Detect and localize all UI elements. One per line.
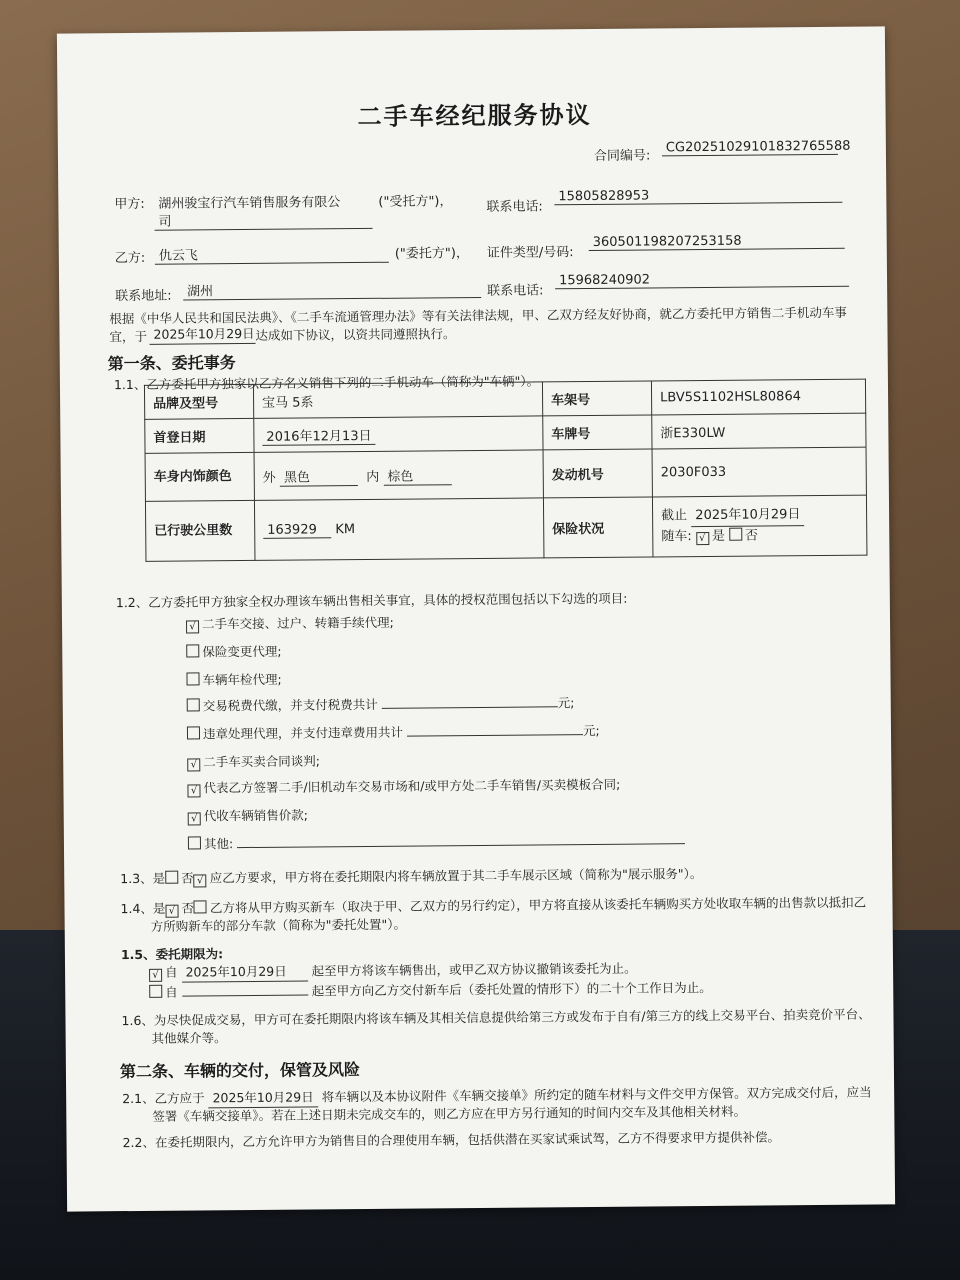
party-a-name-line2: 司 [154,209,372,231]
plate-value: 浙E330LW [652,413,866,449]
mileage-cell [254,498,544,561]
vin-value: LBV5S1102HSL80864 [651,379,865,415]
party-a-phone-label: 联系电话: [486,199,543,215]
violation-amount-blank[interactable] [407,734,583,737]
insurance-until-label: 截止 [661,508,688,524]
party-b-label: 乙方: [114,250,146,267]
check-item-3 [186,670,281,690]
party-b-phone-label: 联系电话: [487,283,544,299]
term-opt2-text: 起至甲方向乙方交付新车后（委托处置的情形下）的二十个工作日为止。 [311,979,712,999]
contract-number: CG20251029101832765588 [662,139,838,157]
section2-title: 第二条、车辆的交付，保管及风险 [119,1060,361,1082]
clause-1-5-opt2 [149,978,712,1002]
term-opt2-box[interactable] [149,985,162,998]
check-box-3[interactable] [186,672,199,685]
interior-label: 内 [366,469,380,485]
check-box-9[interactable] [188,836,201,849]
party-a-label: 甲方: [114,196,145,213]
party-b-address-label: 联系地址: [115,288,172,305]
party-b-id: 360501198207253158 [589,233,845,251]
check-item-4 [187,693,575,715]
insurance-no-checkbox[interactable] [729,528,742,541]
other-blank[interactable] [237,843,685,848]
check-item-7 [187,775,620,798]
tax-amount-blank[interactable] [382,706,558,709]
clause-2-1-start: 2.1、乙方应于 [122,1090,205,1107]
party-b-address: 湖州 [183,278,481,301]
clause-1-4-text: 乙方将从甲方购买新车（取决于甲、乙双方的另行约定），甲方将直接从该委托车辆购买方处收取车辆的出售款以抵扣乙 [209,894,867,916]
brand-value: 宝马 5系 [253,382,542,419]
check-box-6[interactable]: √ [187,758,200,771]
party-b-name: 仇云飞 [155,243,389,265]
check-box-7[interactable]: √ [187,784,200,797]
engine-label: 发动机号 [543,449,652,498]
check-item-6 [187,751,320,771]
engine-value: 2030F033 [652,447,866,497]
reg-date-value: 2016年12月13日 [262,424,375,445]
color-label: 车身内饰颜色 [145,452,254,501]
check-text-1: 二手车交接、过户、转籍手续代理; [201,614,394,632]
clause-1-4-yes: 1.4、是 [120,900,166,917]
check-text-2: 保险变更代理; [202,643,282,660]
mileage-unit: KM [335,521,356,537]
intro-line1: 根据《中华人民共和国民法典》、《二手车流通管理办法》等有关法律法规，甲、乙双方经友好协商，就乙方委托甲方销售二手机动车事 [109,304,847,327]
vehicle-info-table [144,379,868,562]
section1-title: 第一条、委托事务 [107,353,236,374]
clause-1-3 [120,864,702,888]
clause-1-3-yes: 1.3、是 [120,870,166,887]
clause-1-3-no-box[interactable]: √ [194,874,207,887]
check-box-4[interactable] [187,698,200,711]
clause-2-1-line2: 签署《车辆交接单》。若在上述日期未完成交车的，则乙方应在甲方另行通知的时间内交车及其他相关材料。 [152,1103,747,1124]
intro-line2-end: 达成如下协议，以资共同遵照执行。 [255,326,456,343]
clause-1-4-no: 否 [181,900,194,916]
clause-2-1-date: 2025年10月29日 [208,1087,317,1108]
check-box-1[interactable]: √ [186,620,199,633]
term-from-2: 自 [165,984,178,1000]
check-text-4: 交易税费代缴，并支付税费共计 [202,696,378,714]
check-text-7: 代表乙方签署二手/旧机动车交易市场和/或甲方处二手车销售/买卖模板合同; [203,776,621,796]
party-b-phone: 15968240902 [555,271,849,290]
clause-2-2: 2.2、在委托期限内，乙方允许甲方为销售目的合理使用车辆，包括供潜在买家试乘试驾，乙方不得要求甲方提供补偿。 [122,1129,780,1151]
check-text-3: 车辆年检代理; [202,671,282,688]
party-b-id-label: 证件类型/号码: [486,245,574,261]
mileage-label: 已行驶公里数 [145,500,255,561]
clause-1-3-yes-box[interactable] [165,871,178,884]
clause-1-4-yes-box[interactable]: √ [165,905,178,918]
contract-number-label: 合同编号: [593,148,651,164]
document-title: 二手车经纪服务协议 [357,100,592,132]
party-a-name-line1: 湖州骏宝行汽车销售服务有限公 [158,195,341,212]
clause-1-5-title: 1.5、委托期限为: [120,946,224,963]
mileage-value: 163929 [263,522,331,539]
check-item-1 [186,613,394,634]
check-item-8 [188,805,308,825]
clause-1-3-text: 应乙方要求，甲方将在委托期限内将车辆放置于其二手车展示区域（简称为"展示服务"）。 [209,866,703,886]
term-opt1-text: 起至甲方将该车辆售出，或甲乙双方协议撤销该委托为止。 [311,960,637,979]
term-date-blank[interactable] [182,994,308,996]
clause-1-3-no: 否 [181,870,194,886]
insurance-with-label: 随车: [661,529,692,545]
clause-1-2: 1.2、乙方委托甲方独家全权办理该车辆出售相关事宜，具体的授权范围包括以下勾选的项目: [115,590,628,611]
clause-1-6-line2: 其他媒介等。 [151,1030,227,1046]
brand-label: 品牌及型号 [144,384,253,419]
check-text-6: 二手车买卖合同谈判; [203,753,321,770]
check-item-2 [186,642,281,662]
reg-date-label: 首登日期 [145,418,254,453]
clause-1-4 [120,893,866,919]
check-box-5[interactable] [187,726,200,739]
check-text-5: 违章处理代理，并支付违章费用共计 [202,724,404,742]
plate-label: 车牌号 [543,415,652,450]
interior-color: 棕色 [383,465,451,486]
insurance-yes: 是 [711,528,725,544]
check-text-9: 其他: [203,836,234,852]
insurance-cell [652,495,867,557]
clause-1-6-line1: 1.6、为尽快促成交易，甲方可在委托期限内将该车辆及其相关信息提供给第三方或发布于自有/第三方的线上交易平台、拍卖竞价平台、 [121,1006,871,1029]
check-box-2[interactable] [186,644,199,657]
intro-date: 2025年10月29日 [149,324,255,345]
clause-1-1: 1.1、乙方委托甲方独家以乙方名义销售下列的二手机动车（简称为"车辆"）。 [113,373,540,393]
contract-paper [57,26,895,1211]
clause-1-4-no-box[interactable] [194,900,207,913]
check-item-9 [188,830,685,853]
reg-date-cell [254,416,543,453]
check-text-8: 代收车辆销售价款; [203,807,308,824]
exterior-color: 黑色 [280,466,358,487]
term-opt1-box[interactable]: √ [149,969,162,982]
insurance-no: 否 [744,528,759,544]
insurance-yes-checkbox[interactable]: √ [696,532,709,545]
party-b-role: ("委托方")， [394,246,469,262]
clause-2-1-end: 将车辆以及本协议附件《车辆交接单》所约定的随车材料与文件交甲方保管。双方完成交付后，应当 [321,1084,872,1105]
clause-1-4-line2: 方所购新车的部分车款（简称为"委托处置"）。 [150,916,406,934]
exterior-label: 外 [262,470,276,486]
party-a-role: ("受托方")， [378,194,453,210]
color-cell [254,450,543,501]
party-a-phone: 15805828953 [554,187,842,206]
vin-label: 车架号 [542,381,651,416]
term-from: 自 [165,964,178,980]
check-suffix-4: 元; [557,695,575,711]
intro-line2-start: 宜，于 [109,328,148,345]
insurance-until: 2025年10月29日 [691,505,804,527]
insurance-label: 保险状况 [543,497,653,558]
check-item-5 [187,721,600,744]
term-date: 2025年10月29日 [181,961,307,982]
check-box-8[interactable]: √ [188,812,201,825]
check-suffix-5: 元; [582,722,600,739]
